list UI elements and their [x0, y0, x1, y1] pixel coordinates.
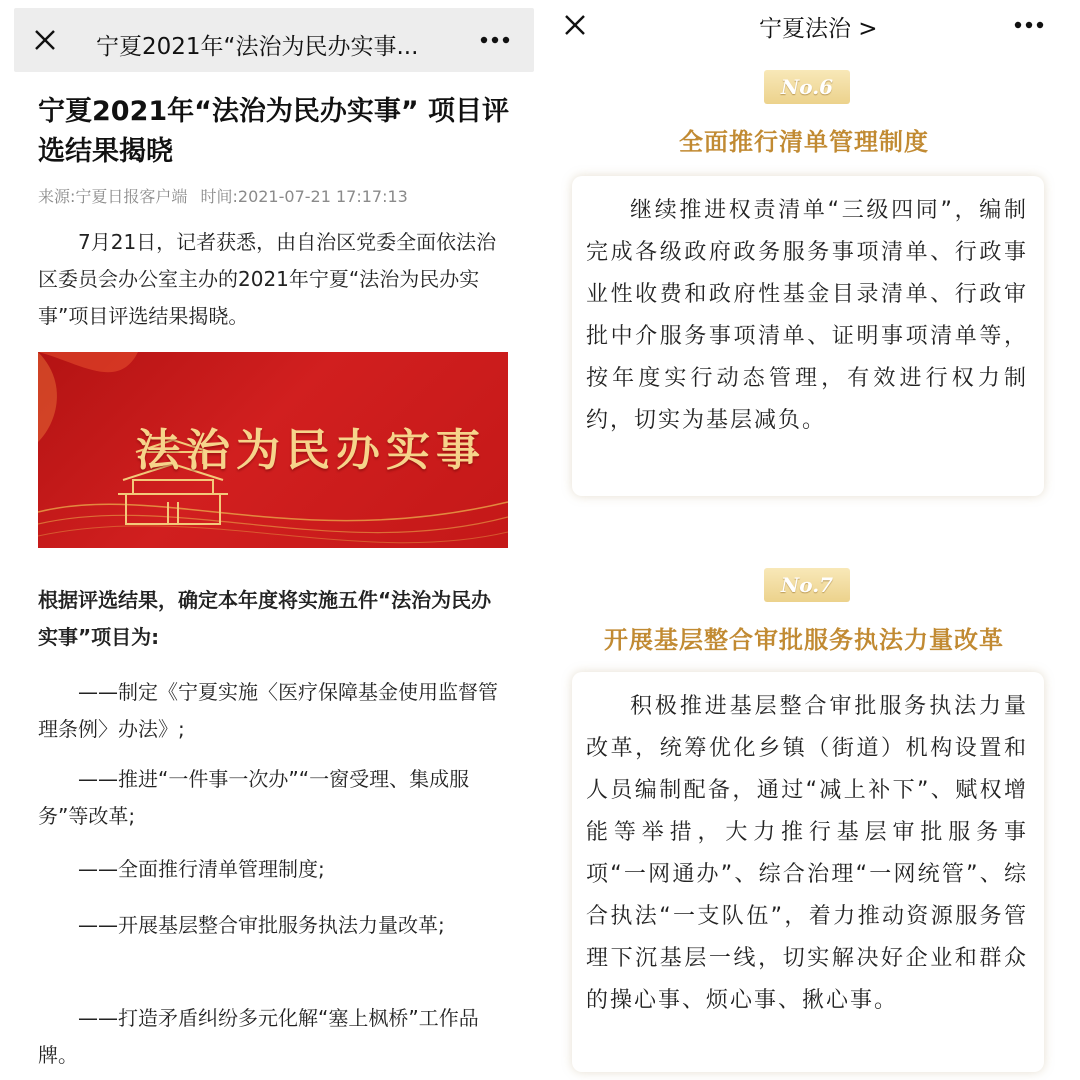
section-badge	[764, 70, 850, 104]
list-item: ——制定《宁夏实施〈医疗保障基金使用监督管理条例〉办法》;	[38, 680, 498, 741]
article-source: 来源:宁夏日报客户端	[38, 187, 188, 206]
article-title: 宁夏2021年“法治为民办实事” 项目评选结果揭晓	[38, 96, 510, 167]
section-card	[572, 672, 1044, 1072]
section-number: No.7	[780, 573, 834, 597]
window-title: 宁夏2021年“法治为民办实事...	[96, 34, 419, 60]
more-icon[interactable]	[480, 36, 510, 44]
list-item: ——打造矛盾纠纷多元化解“塞上枫桥”工作品牌。	[38, 1006, 479, 1067]
more-icon[interactable]	[1014, 21, 1044, 29]
account-name-link[interactable]: 宁夏法治 >	[759, 16, 878, 42]
list-item: ——推进“一件事一次办”“一窗受理、集成服务”等改革;	[38, 767, 470, 828]
section-title: 开展基层整合审批服务执法力量改革	[604, 626, 1004, 654]
close-icon[interactable]	[562, 12, 588, 38]
list-item: ——开展基层整合审批服务执法力量改革;	[78, 913, 445, 937]
article-intro: 7月21日，记者获悉，由自治区党委全面依法治区委员会办公室主办的2021年宁夏“法治为民办实事”项目评选结果揭晓。	[38, 230, 497, 328]
close-icon[interactable]	[32, 27, 58, 53]
right-screenshot	[544, 0, 1080, 1080]
section-badge	[764, 568, 850, 602]
list-item: ——全面推行清单管理制度;	[78, 857, 325, 881]
article-time: 时间:2021-07-21 17:17:13	[200, 187, 408, 206]
article-meta	[38, 184, 416, 207]
section-body: 积极推进基层整合审批服务执法力量改革，统筹优化乡镇（街道）机构设置和人员编制配备，通过“减上补下”、赋权增能等举措，大力推行基层审批服务事项“一网通办”、综合治理“一网统管”、综合执法“一支队伍”，着力推动资源服务管理下沉基层一线，切实解决好企业和群众的操心事、烦心事、揪心事。	[586, 694, 1028, 1013]
section-title: 全面推行清单管理制度	[679, 128, 929, 156]
title-bar	[14, 8, 534, 72]
summary-paragraph: 根据评选结果，确定本年度将实施五件“法治为民办实事”项目为:	[38, 588, 492, 649]
section-body: 继续推进权责清单“三级四同”，编制完成各级政府政务服务事项清单、行政事业性收费和政府性基金目录清单、行政审批中介服务事项清单、证明事项清单等，按年度实行动态管理，有效进行权力制约，切实为基层减负。	[586, 198, 1028, 433]
section-number: No.6	[780, 75, 834, 99]
article-banner-image	[38, 352, 508, 548]
banner-headline: 法治为民办实事	[136, 425, 486, 476]
section-card	[572, 176, 1044, 496]
